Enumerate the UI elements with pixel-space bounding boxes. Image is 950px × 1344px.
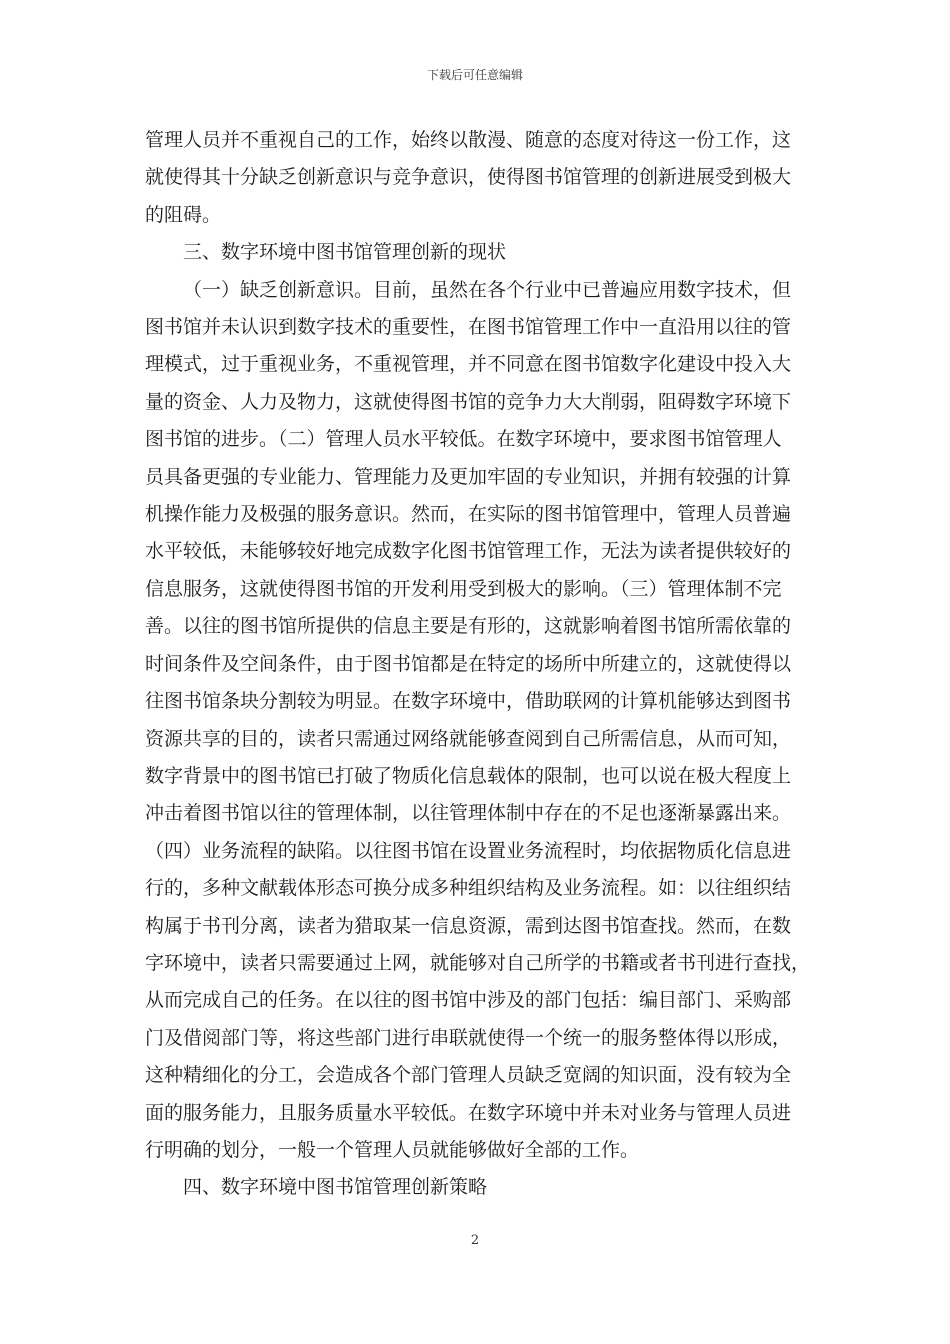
text-line: 资源共享的目的，读者只需通过网络就能够查阅到自己所需信息，从而可知， [145, 727, 792, 750]
text-line: 字环境中，读者只需要通过上网，就能够对自己所学的书籍或者书刊进行查找， [145, 951, 811, 974]
text-line: （四）业务流程的缺陷。以往图书馆在设置业务流程时，均依据物质化信息进 [145, 839, 792, 862]
text-line: 信息服务，这就使得图书馆的开发利用受到极大的影响。（三）管理体制不完 [145, 577, 782, 600]
page-header-note: 下载后可任意编辑 [426, 68, 523, 82]
text-line: 构属于书刊分离，读者为猎取某一信息资源，需到达图书馆查找。然而，在数 [145, 914, 792, 937]
text-line: 从而完成自己的任务。在以往的图书馆中涉及的部门包括：编目部门、采购部 [145, 989, 792, 1012]
text-line: 善。以往的图书馆所提供的信息主要是有形的，这就影响着图书馆所需依靠的 [145, 615, 792, 638]
text-line: 这种精细化的分工，会造成各个部门管理人员缺乏宽阔的知识面，没有较为全 [145, 1064, 792, 1087]
text-line: 行明确的划分，一般一个管理人员就能够做好全部的工作。 [145, 1138, 640, 1161]
text-line: 行的，多种文献载体形态可换分成多种组织结构及业务流程。如：以往组织结 [145, 877, 792, 900]
text-line: 图书馆并未认识到数字技术的重要性，在图书馆管理工作中一直沿用以往的管 [145, 316, 792, 339]
text-line: 就使得其十分缺乏创新意识与竞争意识，使得图书馆管理的创新进展受到极大 [145, 166, 792, 189]
text-line: 数字背景中的图书馆已打破了物质化信息载体的限制，也可以说在极大程度上 [145, 764, 792, 787]
text-line: 冲击着图书馆以往的管理体制，以往管理体制中存在的不足也逐渐暴露出来。 [145, 802, 792, 825]
text-line: 管理人员并不重视自己的工作，始终以散漫、随意的态度对待这一份工作，这 [145, 129, 792, 151]
text-line: 机操作能力及极强的服务意识。然而，在实际的图书馆管理中，管理人员普遍 [145, 503, 792, 526]
text-line: 门及借阅部门等，将这些部门进行串联就使得一个统一的服务整体得以形成， [145, 1026, 792, 1049]
text-line: 面的服务能力，且服务质量水平较低。在数字环境中并未对业务与管理人员进 [145, 1101, 792, 1124]
text-line: 理模式，过于重视业务，不重视管理，并不同意在图书馆数字化建设中投入大 [145, 353, 792, 376]
text-line: 水平较低，未能够较好地完成数字化图书馆管理工作，无法为读者提供较好的 [145, 540, 792, 563]
text-line: 图书馆的进步。（二）管理人员水平较低。在数字环境中，要求图书馆管理人 [145, 428, 782, 451]
paragraph-continued [145, 122, 807, 234]
text-line: （一）缺乏创新意识。目前，虽然在各个行业中已普遍应用数字技术，但 [183, 278, 792, 301]
text-line: 员具备更强的专业能力、管理能力及更加牢固的专业知识，并拥有较强的计算 [145, 465, 792, 488]
text-line: 的阻碍。 [145, 203, 222, 226]
heading-text: 四、数字环境中图书馆管理创新策略 [183, 1176, 488, 1199]
document-body [145, 122, 811, 1207]
text-line: 时间条件及空间条件，由于图书馆都是在特定的场所中所建立的，这就使得以 [145, 652, 792, 675]
section-heading-3 [145, 234, 807, 271]
text-line: 量的资金、人力及物力，这就使得图书馆的竞争力大大削弱，阻碍数字环境下 [145, 390, 792, 413]
section-heading-4 [145, 1169, 807, 1206]
text-line: 往图书馆条块分割较为明显。在数字环境中，借助联网的计算机能够达到图书 [145, 690, 792, 713]
heading-text: 三、数字环境中图书馆管理创新的现状 [183, 241, 507, 264]
page-number: 2 [470, 1233, 480, 1248]
paragraph-current-status [145, 272, 811, 1170]
